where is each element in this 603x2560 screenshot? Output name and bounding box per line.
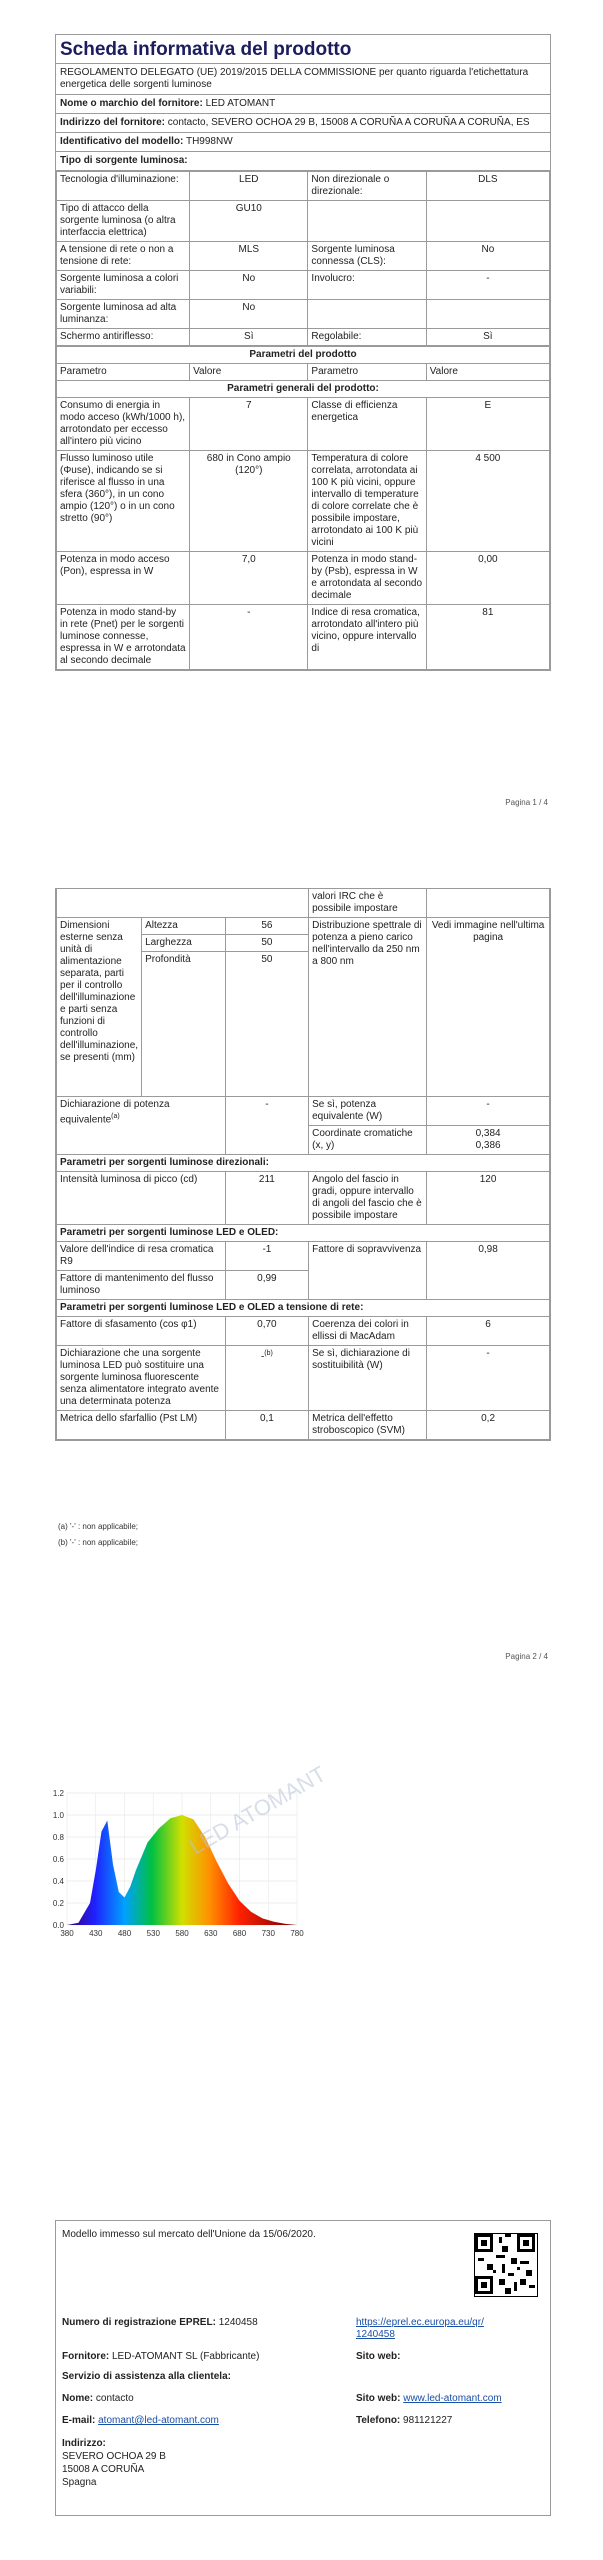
type-cell-b: Sì bbox=[190, 329, 308, 346]
spectral-value: Vedi immagine nell'ultima pagina bbox=[427, 918, 550, 1097]
flicker-value: 0,1 bbox=[225, 1411, 308, 1440]
general-cell-a: Consumo di energia in modo acceso (kWh/1000 h), arrotondato per eccesso all'intero più vicino bbox=[57, 398, 190, 451]
chroma-x: 0,384 bbox=[475, 1128, 501, 1139]
general-cell-b: 7,0 bbox=[190, 552, 308, 605]
nome-value: contacto bbox=[95, 2393, 134, 2404]
x-tick-label: 780 bbox=[290, 1929, 304, 1938]
type-cell-b: MLS bbox=[190, 242, 308, 271]
param-hdr-a: Parametro bbox=[57, 364, 190, 381]
general-row bbox=[57, 451, 550, 552]
macadam-label: Coerenza dei colori in ellissi di MacAdam bbox=[309, 1317, 427, 1346]
type-row bbox=[57, 329, 550, 346]
type-cell-b: GU10 bbox=[190, 201, 308, 242]
chroma-label: Coordinate cromatiche (x, y) bbox=[309, 1126, 427, 1155]
page-number-1: Pagina 1 / 4 bbox=[505, 798, 548, 807]
flicker-label: Metrica dello sfarfallio (Pst LM) bbox=[57, 1411, 226, 1440]
type-cell-d: - bbox=[426, 271, 549, 300]
watermark: LED ATOMANT bbox=[185, 1761, 331, 1860]
chroma-y: 0,386 bbox=[475, 1140, 501, 1151]
cri-continuation: valori IRC che è possibile impostare bbox=[309, 889, 427, 918]
replace-value: - bbox=[260, 1351, 265, 1363]
cos-value: 0,70 bbox=[225, 1317, 308, 1346]
chroma-values bbox=[427, 1126, 550, 1155]
type-cell-a: Tecnologia d'illuminazione: bbox=[57, 172, 190, 201]
service-title: Servizio di assistenza alla clientela: bbox=[62, 2371, 231, 2382]
general-cell-c: Indice di resa cromatica, arrotondato all'intero più vicino, oppure intervallo di bbox=[308, 605, 426, 670]
type-cell-c: Non direzionale o direzionale: bbox=[308, 172, 426, 201]
ind-block bbox=[62, 2437, 166, 2489]
general-row bbox=[57, 605, 550, 670]
y-tick-label: 0.6 bbox=[52, 1855, 64, 1864]
replace-value-cell bbox=[225, 1346, 308, 1411]
type-row bbox=[57, 300, 550, 329]
general-cell-a: Potenza in modo acceso (Pon), espressa in W bbox=[57, 552, 190, 605]
x-tick-label: 580 bbox=[175, 1929, 189, 1938]
param-hdr-d: Valore bbox=[426, 364, 549, 381]
maint-label: Fattore di mantenimento del flusso luminoso bbox=[57, 1271, 226, 1300]
strobo-value: 0,2 bbox=[427, 1411, 550, 1440]
type-cell-c: Sorgente luminosa connessa (CLS): bbox=[308, 242, 426, 271]
type-cell-a: Tipo di attacco della sorgente luminosa (o altra interfaccia elettrica) bbox=[57, 201, 190, 242]
type-cell-d: Sì bbox=[426, 329, 549, 346]
source-type-row bbox=[56, 152, 550, 171]
market-text: Modello immesso sul mercato dell'Unione da 15/06/2020. bbox=[62, 2229, 316, 2240]
surv-label: Fattore di sopravvivenza bbox=[309, 1242, 427, 1300]
general-title: Parametri generali del prodotto: bbox=[57, 381, 550, 398]
y-tick-label: 0.0 bbox=[52, 1921, 64, 1930]
replace-w-value: - bbox=[427, 1346, 550, 1411]
y-tick-label: 1.2 bbox=[52, 1789, 64, 1798]
type-row bbox=[57, 201, 550, 242]
tel-value: 981121227 bbox=[403, 2415, 453, 2426]
params-title: Parametri del prodotto bbox=[57, 347, 550, 364]
x-tick-label: 430 bbox=[89, 1929, 103, 1938]
equiv-label: Dichiarazione di potenza equivalente bbox=[60, 1099, 170, 1126]
led-title: Parametri per sorgenti luminose LED e OLED: bbox=[57, 1225, 550, 1242]
general-cell-c: Classe di efficienza energetica bbox=[308, 398, 426, 451]
tel-label: Telefono: bbox=[356, 2415, 401, 2426]
spectrum-area bbox=[67, 1815, 297, 1925]
dim-val-1: 50 bbox=[225, 935, 308, 952]
fornitore-label: Fornitore: bbox=[62, 2351, 110, 2362]
email-link[interactable]: atomant@led-atomant.com bbox=[98, 2415, 219, 2426]
y-tick-label: 0.4 bbox=[52, 1877, 64, 1886]
model-row bbox=[56, 133, 550, 152]
supplier-value: LED ATOMANT bbox=[205, 98, 276, 109]
type-table bbox=[56, 171, 550, 346]
page2-frame bbox=[55, 888, 551, 1441]
general-cell-d: 81 bbox=[426, 605, 549, 670]
general-cell-c: Temperatura di colore correlata, arrotondata ai 100 K più vicini, oppure intervallo di temperature di colore correlate che è possibile impostare, arrotondato ai 100 K più vicini bbox=[308, 451, 426, 552]
sitoweb-link[interactable]: www.led-atomant.com bbox=[403, 2393, 502, 2404]
general-cell-c: Potenza in modo stand-by (Psb), espressa in W e arrotondata al secondo decimale bbox=[308, 552, 426, 605]
type-cell-b: No bbox=[190, 300, 308, 329]
type-cell-c bbox=[308, 300, 426, 329]
general-row bbox=[57, 552, 550, 605]
peak-value: 211 bbox=[225, 1172, 308, 1225]
x-tick-label: 630 bbox=[204, 1929, 218, 1938]
equiv-value: - bbox=[225, 1097, 308, 1155]
x-tick-label: 480 bbox=[117, 1929, 132, 1938]
cont-right bbox=[427, 889, 550, 918]
type-cell-b: No bbox=[190, 271, 308, 300]
general-cell-a: Flusso luminoso utile (Φuse), indicando se si riferisce al flusso in una sfera (360°), in un cono ampio (120°) o in un cono stretto (90°) bbox=[57, 451, 190, 552]
model-label: Identificativo del modello: bbox=[60, 136, 184, 147]
type-cell-c: Regolabile: bbox=[308, 329, 426, 346]
eprel-value: 1240458 bbox=[218, 2317, 258, 2328]
nome-row bbox=[62, 2393, 134, 2404]
model-value: TH998NW bbox=[185, 136, 233, 147]
ind-label: Indirizzo: bbox=[62, 2438, 106, 2449]
type-cell-c: Involucro: bbox=[308, 271, 426, 300]
type-cell-d: No bbox=[426, 242, 549, 271]
type-cell-a: Sorgente luminosa a colori variabili: bbox=[57, 271, 190, 300]
params-table bbox=[56, 346, 550, 670]
type-cell-d bbox=[426, 300, 549, 329]
page2-table bbox=[56, 888, 550, 1440]
page4-frame bbox=[55, 2220, 551, 2516]
page-number-2: Pagina 2 / 4 bbox=[505, 1652, 548, 1661]
qr-code bbox=[474, 2233, 538, 2297]
param-hdr-c: Parametro bbox=[308, 364, 426, 381]
dim-val-2: 50 bbox=[225, 952, 308, 1097]
eprel-label: Numero di registrazione EPREL: bbox=[62, 2317, 216, 2328]
eprel-row bbox=[62, 2317, 258, 2328]
general-cell-b: 680 in Cono ampio (120°) bbox=[190, 451, 308, 552]
dir-title: Parametri per sorgenti luminose direzionali: bbox=[57, 1155, 550, 1172]
type-cell-d: DLS bbox=[426, 172, 549, 201]
general-cell-d: E bbox=[426, 398, 549, 451]
type-cell-a: Schermo antiriflesso: bbox=[57, 329, 190, 346]
peak-label: Intensità luminosa di picco (cd) bbox=[57, 1172, 226, 1225]
ind-line2: 15008 A CORUÑA bbox=[62, 2464, 145, 2475]
equiv-w-value: - bbox=[427, 1097, 550, 1126]
type-cell-a: A tensione di rete o non a tensione di rete: bbox=[57, 242, 190, 271]
dim-key-2: Profondità bbox=[142, 952, 226, 1097]
type-row bbox=[57, 242, 550, 271]
sitoweb-label-2: Sito web: bbox=[356, 2393, 401, 2404]
eprel-link[interactable]: https://eprel.ec.europa.eu/qr/1240458 bbox=[356, 2317, 484, 2340]
cos-label: Fattore di sfasamento (cos φ1) bbox=[57, 1317, 226, 1346]
sitoweb-label-1: Sito web: bbox=[356, 2351, 401, 2362]
type-row bbox=[57, 172, 550, 201]
cont-left bbox=[57, 889, 309, 918]
dim-val-0: 56 bbox=[225, 918, 308, 935]
strobo-label: Metrica dell'effetto stroboscopico (SVM) bbox=[309, 1411, 427, 1440]
spectral-label: Distribuzione spettrale di potenza a pieno carico nell'intervallo da 250 nm a 800 nm bbox=[309, 918, 427, 1097]
macadam-value: 6 bbox=[427, 1317, 550, 1346]
x-tick-label: 380 bbox=[60, 1929, 74, 1938]
r9-label: Valore dell'indice di resa cromatica R9 bbox=[57, 1242, 226, 1271]
page1-frame bbox=[55, 34, 551, 671]
tel-row bbox=[356, 2415, 452, 2426]
general-cell-d: 0,00 bbox=[426, 552, 549, 605]
type-cell-b: LED bbox=[190, 172, 308, 201]
type-cell-a: Sorgente luminosa ad alta luminanza: bbox=[57, 300, 190, 329]
address-label: Indirizzo del fornitore: bbox=[60, 117, 165, 128]
page-title: Scheda informativa del prodotto bbox=[56, 35, 550, 64]
fornitore-value: LED-ATOMANT SL (Fabbricante) bbox=[112, 2351, 260, 2362]
ledmains-title: Parametri per sorgenti luminose LED e OLED a tensione di rete: bbox=[57, 1300, 550, 1317]
ind-line3: Spagna bbox=[62, 2477, 97, 2488]
y-tick-label: 1.0 bbox=[52, 1811, 64, 1820]
equiv-w-label: Se sì, potenza equivalente (W) bbox=[309, 1097, 427, 1126]
general-cell-a: Potenza in modo stand-by in rete (Pnet) per le sorgenti luminose connesse, espressa in W e arrotondata al secondo decimale bbox=[57, 605, 190, 670]
equiv-sup: (a) bbox=[111, 1113, 120, 1120]
nome-label: Nome: bbox=[62, 2393, 94, 2404]
source-type-label: Tipo di sorgente luminosa: bbox=[60, 155, 188, 166]
beam-value: 120 bbox=[427, 1172, 550, 1225]
general-row bbox=[57, 398, 550, 451]
supplier-row bbox=[56, 95, 550, 114]
note-b: (b) '-' : non applicabile; bbox=[58, 1538, 138, 1547]
type-cell-c bbox=[308, 201, 426, 242]
y-tick-label: 0.8 bbox=[52, 1833, 64, 1842]
replace-w-label: Se sì, dichiarazione di sostituibilità (W) bbox=[309, 1346, 427, 1411]
ind-line1: SEVERO OCHOA 29 B bbox=[62, 2451, 166, 2462]
equiv-label-cell bbox=[57, 1097, 226, 1155]
type-cell-d bbox=[426, 201, 549, 242]
note-a: (a) '-' : non applicabile; bbox=[58, 1522, 138, 1531]
supplier-label: Nome o marchio del fornitore: bbox=[60, 98, 203, 109]
qr-code-graphic bbox=[475, 2234, 535, 2294]
x-tick-label: 730 bbox=[261, 1929, 275, 1938]
email-label: E-mail: bbox=[62, 2415, 96, 2426]
x-tick-label: 680 bbox=[232, 1929, 247, 1938]
address-value: contacto, SEVERO OCHOA 29 B, 15008 A CORUÑA A CORUÑA A CORUÑA, ES bbox=[167, 117, 530, 128]
regulation-intro: REGOLAMENTO DELEGATO (UE) 2019/2015 DELLA COMMISSIONE per quanto riguarda l'etichettatura energetica delle sorgenti luminose bbox=[56, 64, 550, 95]
param-hdr-b: Valore bbox=[190, 364, 308, 381]
spectrum-chart bbox=[45, 1761, 331, 1945]
replace-sup: (b) bbox=[264, 1350, 273, 1357]
y-tick-label: 0.2 bbox=[52, 1899, 64, 1908]
general-cell-b: 7 bbox=[190, 398, 308, 451]
address-row bbox=[56, 114, 550, 133]
replace-label: Dichiarazione che una sorgente luminosa LED può sostituire una sorgente luminosa fluorescente senza alimentatore integrato avente una determinata potenza bbox=[57, 1346, 226, 1411]
dim-key-0: Altezza bbox=[142, 918, 226, 935]
type-row bbox=[57, 271, 550, 300]
surv-value: 0,98 bbox=[427, 1242, 550, 1300]
dim-label: Dimensioni esterne senza unità di alimentazione separata, parti per il controllo dell'illuminazione e parti senza funzioni di controllo dell'illuminazione, se presenti (mm) bbox=[57, 918, 142, 1097]
r9-value: -1 bbox=[225, 1242, 308, 1271]
dim-key-1: Larghezza bbox=[142, 935, 226, 952]
fornitore-row bbox=[62, 2351, 259, 2362]
sitoweb-row-2 bbox=[356, 2393, 502, 2404]
x-tick-label: 530 bbox=[146, 1929, 160, 1938]
maint-value: 0,99 bbox=[225, 1271, 308, 1300]
beam-label: Angolo del fascio in gradi, oppure intervallo di angoli del fascio che è possibile impostare bbox=[309, 1172, 427, 1225]
general-cell-d: 4 500 bbox=[426, 451, 549, 552]
general-cell-b: - bbox=[190, 605, 308, 670]
email-row bbox=[62, 2415, 219, 2426]
